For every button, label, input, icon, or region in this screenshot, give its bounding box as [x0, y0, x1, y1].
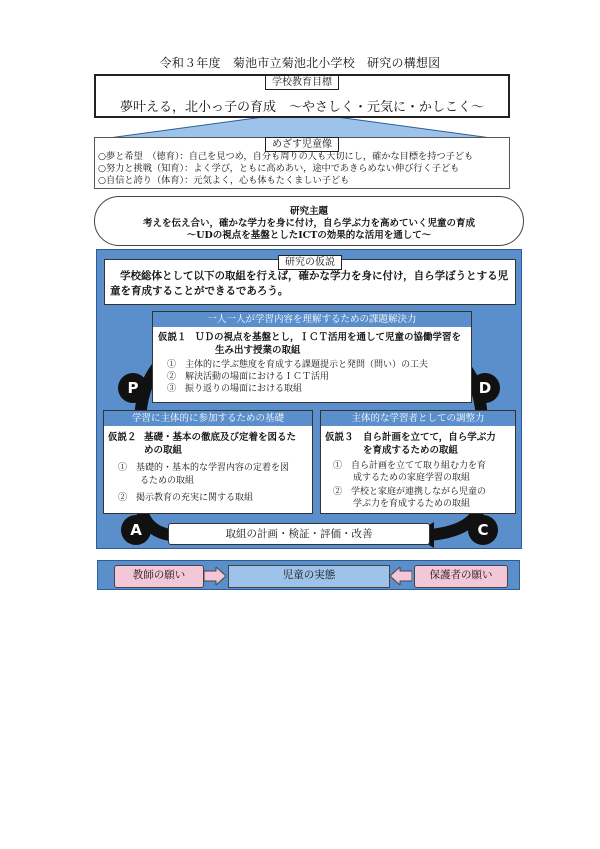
- school-goal-text: 夢叶える，北小っ子の育成 ～やさしく・元気に・かしこく～: [119, 100, 484, 115]
- hypothesis2-item: ① 基礎的・基本的な学習内容の定着を図: [118, 463, 290, 473]
- child-row: ○自信と誇り（体育）：元気よく，心も体もたくましい子ども: [98, 175, 350, 186]
- hypothesis3-header: 主体的な学習者としての調整力: [321, 411, 515, 426]
- hypothesis1-item: ② 解決活動の場面におけるＩＣＴ活用: [167, 372, 330, 382]
- hypothesis2-item: ② 掲示教育の充実に関する取組: [118, 493, 254, 503]
- hypothesis3-box: [320, 410, 516, 514]
- hypothesis-text: 学校総体として以下の取組を行えば，確かな学力を身に付け，自ら学ぼうとする児童を育成することができるであろう。: [110, 270, 509, 297]
- pdca-c-marker: C: [468, 515, 498, 545]
- hypothesis3-number: 仮説３: [325, 432, 354, 443]
- child-row: ○夢と希望 （徳育）：自己を見つめ，自分も周りの人も大切にし，確かな目標を持つ子ども: [98, 151, 474, 162]
- target-children-label: めざす児童像: [265, 137, 339, 152]
- target-children-box: [94, 137, 510, 189]
- hypothesis2-item-cont: るための取組: [140, 476, 195, 486]
- school-goal-label: 学校教育目標: [265, 75, 339, 90]
- hypothesis3-title-line2: を育成するための取組: [363, 445, 459, 456]
- hypothesis2-box: [103, 410, 313, 514]
- school-goal-box: [94, 74, 510, 118]
- base-strip: [97, 560, 520, 590]
- hypothesis1-item: ① 主体的に学ぶ態度を育成する課題提示と発問（問い）の工夫: [167, 360, 429, 370]
- hypothesis1-box: [152, 311, 472, 403]
- research-theme-heading: 研究主題: [289, 206, 328, 217]
- hypothesis1-title-line1: ＵＤの視点を基盤とし，ＩＣＴ活用を通して児童の協働学習を: [195, 332, 462, 343]
- hypothesis3-title-line1: 自ら計画を立てて，自ら学ぶ力: [363, 432, 496, 443]
- child-row: ○努力と挑戦（知育）：よく学び，ともに高めあい，途中であきらめない伸び行く子ども: [98, 163, 460, 174]
- hypothesis2-header: 学習に主体的に参加するための基礎: [104, 411, 312, 426]
- hypothesis1-item: ③ 振り返りの場面における取組: [167, 384, 303, 394]
- guardian-wish-label: 保護者の願い: [414, 565, 508, 588]
- hypothesis2-number: 仮説２: [108, 432, 137, 443]
- hypothesis1-number: 仮説１: [158, 332, 187, 343]
- arrow-left-icon: [390, 567, 412, 585]
- hypothesis3-item-cont: 成するための家庭学習の取組: [353, 473, 471, 483]
- hypothesis3-item: ② 学校と家庭が連携しながら児童の: [333, 487, 487, 497]
- research-theme-line1: 考えを伝え合い，確かな学力を身に付け，自ら学ぶ力を高めていく児童の育成: [142, 218, 476, 229]
- teacher-wish-label: 教師の願い: [114, 565, 204, 588]
- pdca-p-marker: P: [118, 373, 148, 403]
- hypothesis3-item: ① 自ら計画を立てて取り組む力を育: [333, 461, 487, 471]
- hypothesis1-title-line2: 生み出す授業の取組: [215, 345, 301, 356]
- hypothesis-box: [104, 259, 516, 305]
- hypothesis3-item-cont: 学ぶ力を育成するための取組: [353, 499, 471, 509]
- plan-evaluate-improve-label: 取組の計画・検証・評価・改善: [168, 523, 430, 545]
- pdca-d-marker: D: [470, 373, 500, 403]
- hypothesis1-header: 一人一人が学習内容を理解するための課題解決力: [153, 312, 471, 327]
- hypothesis2-title-line2: めの取組: [144, 445, 183, 456]
- hypothesis-label: 研究の仮説: [278, 255, 342, 270]
- research-theme-line2: ～UDの視点を基盤としたICTの効果的な活用を通して～: [186, 230, 432, 241]
- hypothesis2-title-line1: 基礎・基本の徹底及び定着を図るた: [144, 432, 297, 443]
- pdca-a-marker: A: [121, 515, 151, 545]
- research-theme-box: [94, 196, 524, 246]
- arrow-right-icon: [204, 567, 226, 585]
- student-reality-label: 児童の実態: [228, 565, 390, 588]
- page-title: 令和３年度 菊池市立菊池北小学校 研究の構想図: [159, 56, 441, 70]
